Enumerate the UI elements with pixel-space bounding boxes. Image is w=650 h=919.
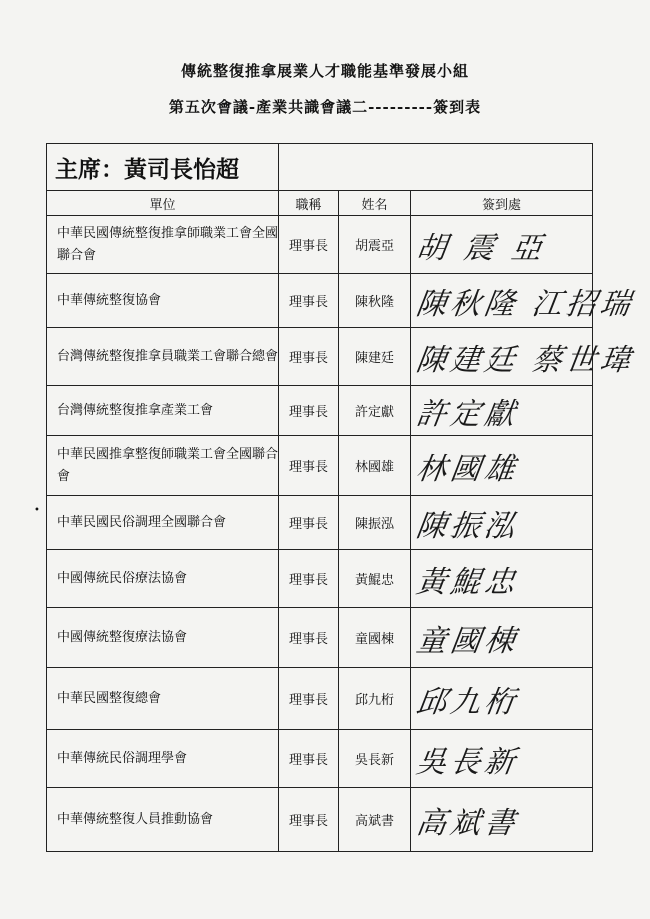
unit-cell: 中華傳統整復協會 — [47, 274, 279, 328]
handwritten-signature — [407, 436, 596, 495]
table-row — [47, 436, 593, 496]
table-row — [47, 788, 593, 852]
unit-cell: 中華民國整復總會 — [47, 668, 279, 730]
unit-cell: 中國傳統整復療法協會 — [47, 608, 279, 668]
signature-text: 黃鯤忠 — [414, 564, 521, 600]
column-header-name: 姓名 — [339, 191, 411, 216]
signature-cell — [411, 668, 593, 730]
name-cell: 許定獻 — [339, 386, 411, 436]
signature-cell — [411, 216, 593, 274]
title-cell: 理事長 — [279, 328, 339, 386]
signature-cell — [411, 730, 593, 788]
chair-row — [47, 144, 593, 191]
signature-text: 陳秋隆 江招瑞 — [414, 286, 637, 322]
unit-cell: 中華民國推拿整復師職業工會全國聯合會 — [47, 436, 279, 496]
column-header-unit: 單位 — [47, 191, 279, 216]
handwritten-signature — [407, 328, 637, 385]
document-subtitle: 第五次會議-產業共識會議二---------簽到表 — [168, 98, 482, 116]
table-row — [47, 608, 593, 668]
title-cell: 理事長 — [279, 386, 339, 436]
unit-cell: 台灣傳統整復推拿產業工會 — [47, 386, 279, 436]
signature-cell — [411, 274, 637, 328]
title-cell: 理事長 — [279, 608, 339, 668]
name-cell: 陳建廷 — [339, 328, 411, 386]
signature-text: 胡 震 亞 — [414, 230, 549, 266]
title-cell: 理事長 — [279, 550, 339, 608]
column-header-title: 職稱 — [279, 191, 339, 216]
table-row — [47, 668, 593, 730]
name-cell: 陳秋隆 — [339, 274, 411, 328]
handwritten-signature — [407, 274, 637, 327]
name-cell: 林國雄 — [339, 436, 411, 496]
name-cell: 胡震亞 — [339, 216, 411, 274]
signature-text: 許定獻 — [414, 396, 521, 432]
title-cell: 理事長 — [279, 668, 339, 730]
attendance-table — [46, 143, 637, 852]
signature-text: 童國棟 — [414, 623, 521, 659]
chair-blank — [279, 144, 593, 191]
handwritten-signature — [407, 668, 597, 729]
signature-cell — [411, 496, 593, 550]
title-cell: 理事長 — [279, 436, 339, 496]
signature-cell — [411, 788, 593, 852]
name-cell: 吳長新 — [339, 730, 411, 788]
table-row — [47, 386, 593, 436]
table-row — [47, 550, 593, 608]
signature-cell — [411, 328, 637, 386]
handwritten-signature — [407, 550, 596, 607]
table-body — [47, 216, 637, 852]
header-row — [47, 191, 593, 216]
handwritten-signature — [407, 496, 595, 549]
unit-cell: 中華民國民俗調理全國聯合會 — [47, 496, 279, 550]
name-cell: 高斌書 — [339, 788, 411, 852]
signature-text: 陳建廷 蔡世瑋 — [414, 342, 637, 378]
title-cell: 理事長 — [279, 730, 339, 788]
table-row — [47, 496, 593, 550]
signature-cell — [411, 550, 593, 608]
unit-cell: 中華傳統整復人員推動協會 — [47, 788, 279, 852]
table-row — [47, 730, 593, 788]
signature-cell — [411, 386, 593, 436]
title-cell: 理事長 — [279, 788, 339, 852]
signature-cell — [411, 436, 593, 496]
handwritten-signature — [407, 216, 596, 273]
name-cell: 黃鯤忠 — [339, 550, 411, 608]
signature-text: 林國雄 — [414, 451, 521, 487]
title-cell: 理事長 — [279, 274, 339, 328]
signature-text: 高斌書 — [414, 805, 521, 841]
table-row — [47, 216, 593, 274]
column-header-sign: 簽到處 — [411, 191, 593, 216]
stray-mark: • — [34, 505, 40, 516]
unit-cell: 中華傳統民俗調理學會 — [47, 730, 279, 788]
unit-cell: 中華民國傳統整復推拿師職業工會全國聯合會 — [47, 216, 279, 274]
unit-cell: 中國傳統民俗療法協會 — [47, 550, 279, 608]
title-cell: 理事長 — [279, 496, 339, 550]
name-cell: 童國棟 — [339, 608, 411, 668]
table-row — [47, 274, 593, 328]
signature-cell — [411, 608, 593, 668]
signature-text: 陳振泓 — [414, 508, 521, 544]
document-title: 傳統整復推拿展業人才職能基準發展小組 — [180, 62, 469, 80]
handwritten-signature — [408, 386, 596, 435]
title-cell: 理事長 — [279, 216, 339, 274]
name-cell: 邱九桁 — [339, 668, 411, 730]
chair-label: 主席：黃司長怡超 — [47, 144, 279, 191]
signature-text: 邱九桁 — [414, 684, 521, 720]
unit-cell: 台灣傳統整復推拿員職業工會聯合總會 — [47, 328, 279, 386]
name-cell: 陳振泓 — [339, 496, 411, 550]
handwritten-signature — [407, 788, 597, 851]
handwritten-signature — [407, 730, 596, 787]
handwritten-signature — [407, 608, 596, 667]
table-row — [47, 328, 593, 386]
signature-text: 吳長新 — [414, 744, 521, 780]
